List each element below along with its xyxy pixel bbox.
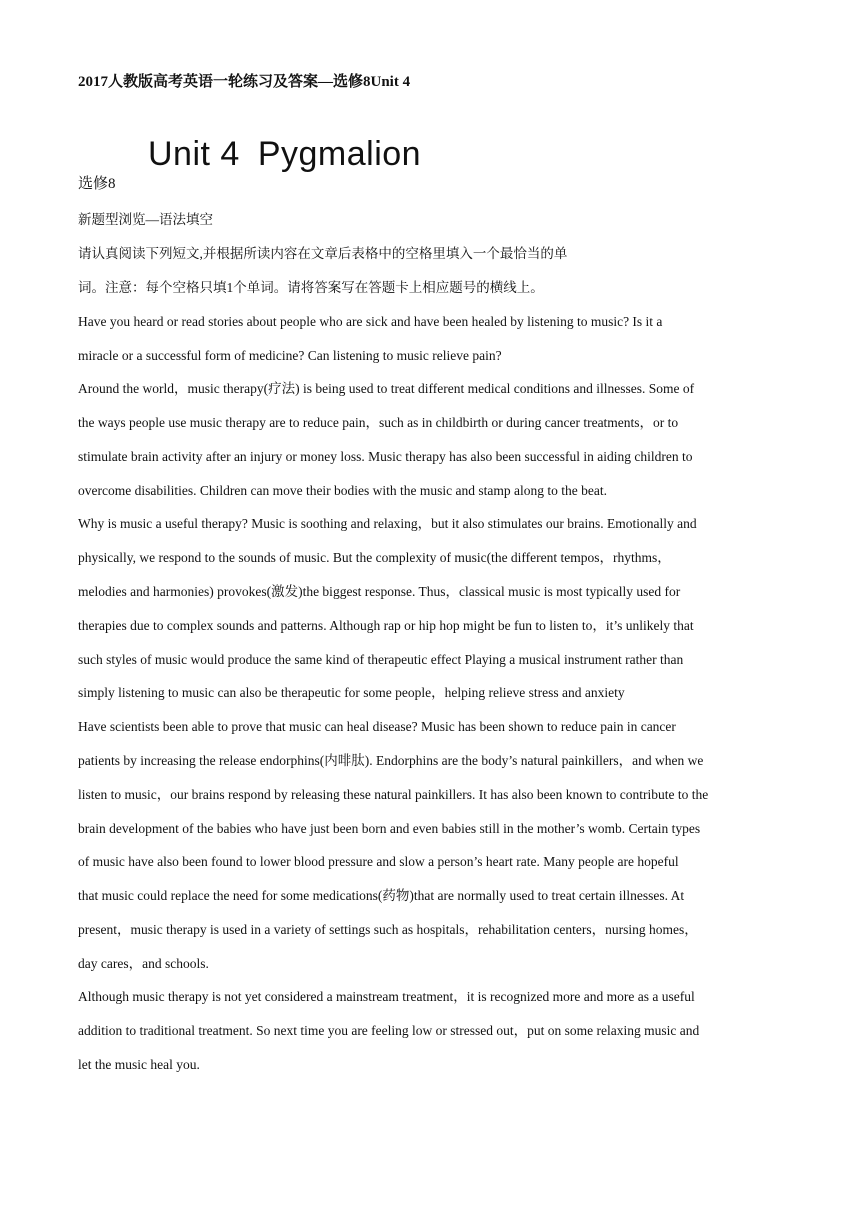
passage-line: that music could replace the need for some medications(药物)that are normally used to treat certain illnesses. At (78, 888, 685, 903)
passage-line: stimulate brain activity after an injury or money loss. Music therapy has also been successful in aiding children to (78, 449, 693, 464)
passage-line: miracle or a successful form of medicine? Can listening to music relieve pain? (78, 348, 502, 363)
passage-line: Although music therapy is not yet considered a mainstream treatment，it is recognized more and more as a useful (78, 989, 695, 1004)
instruction-line: 请认真阅读下列短文,并根据所读内容在文章后表格中的空格里填入一个最恰当的单 (78, 246, 568, 261)
passage-line: therapies due to complex sounds and patterns. Although rap or hip hop might be fun to listen to，it’s unlikely that (78, 618, 694, 633)
passage-line: present，music therapy is used in a variety of settings such as hospitals，rehabilitation centers，nursing homes， (78, 922, 698, 937)
passage-line: addition to traditional treatment. So next time you are feeling low or stressed out，put on some relaxing music and (78, 1023, 700, 1038)
passage-line: such styles of music would produce the same kind of therapeutic effect Playing a musical instrument rather than (78, 652, 684, 667)
module-label: 选修8 (78, 176, 116, 192)
section-title: 新题型浏览—语法填空 (78, 212, 213, 227)
passage-line: brain development of the babies who have just been born and even babies still in the mother’s womb. Certain types (78, 821, 701, 836)
passage-line: of music have also been found to lower blood pressure and slow a person’s heart rate. Many people are hopeful (78, 854, 679, 869)
instruction-line: 词。注意：每个空格只填1个单词。请将答案写在答题卡上相应题号的横线上。 (78, 280, 544, 295)
passage-line: patients by increasing the release endorphins(内啡肽). Endorphins are the body’s natural painkillers，and when we (78, 753, 704, 768)
unit-banner (148, 135, 421, 174)
passage-line: simply listening to music can also be therapeutic for some people，helping relieve stress and anxiety (78, 685, 625, 700)
passage-line: Have you heard or read stories about people who are sick and have been healed by listening to music? Is it a (78, 314, 663, 329)
passage-line: Why is music a useful therapy? Music is soothing and relaxing，but it also stimulates our brains. Emotionally and (78, 516, 697, 531)
passage-line: day cares，and schools. (78, 956, 209, 971)
passage-line: melodies and harmonies) provokes(激发)the biggest response. Thus，classical music is most typically used for (78, 584, 681, 599)
unit-number: Unit 4 (148, 135, 240, 173)
passage-line: the ways people use music therapy are to reduce pain，such as in childbirth or during cancer treatments，or to (78, 415, 679, 430)
passage-line: let the music heal you. (78, 1057, 200, 1072)
passage-line: Have scientists been able to prove that music can heal disease? Music has been shown to reduce pain in cancer (78, 719, 676, 734)
passage-line: listen to music，our brains respond by releasing these natural painkillers. It has also been known to contribute to the (78, 787, 709, 802)
document-title: 2017人教版高考英语一轮练习及答案—选修8Unit 4 (78, 74, 411, 90)
passage-line: physically, we respond to the sounds of music. But the complexity of music(the different tempos，rhythms， (78, 550, 671, 565)
unit-name: Pygmalion (257, 135, 422, 173)
passage-line: overcome disabilities. Children can move their bodies with the music and stamp along to the beat. (78, 483, 607, 498)
passage-line: Around the world，music therapy(疗法) is being used to treat different medical conditions and illnesses. Some of (78, 381, 695, 396)
